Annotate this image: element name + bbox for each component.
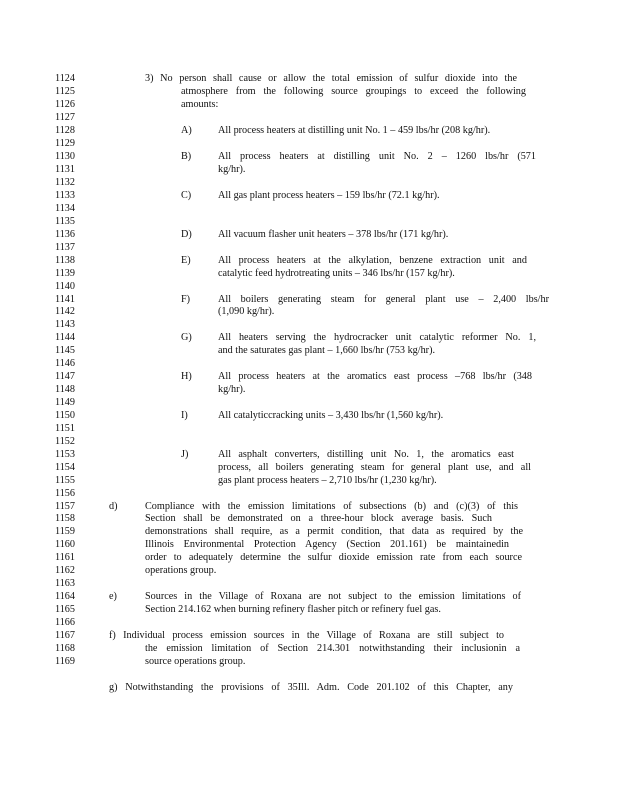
- line-number: 1130: [55, 151, 75, 162]
- paragraph-line: f) Individual process emission sources in the Village of Roxana are still subject to: [109, 629, 504, 641]
- line-number: 1163: [55, 578, 75, 589]
- paragraph-label: e): [109, 591, 117, 602]
- line-number: 1166: [55, 617, 75, 628]
- subitem-text: kg/hr).: [218, 164, 246, 175]
- line-number: 1135: [55, 215, 75, 227]
- subitem-text: All process heaters at distilling unit No. 2 – 1260 lbs/hr (571: [218, 151, 536, 162]
- subitem-text: All heaters serving the hydrocracker unit catalytic reformer No. 1,: [218, 332, 536, 343]
- line-number: 1128: [55, 125, 75, 136]
- line-number: 1136: [55, 228, 75, 240]
- line-number: 1169: [55, 655, 75, 667]
- subitem-text: and the saturates gas plant – 1,660 lbs/hr (753 kg/hr).: [218, 345, 436, 356]
- line-number: 1140: [55, 280, 75, 292]
- line-number: 1127: [55, 112, 75, 123]
- subitem-letter: G): [181, 332, 192, 343]
- line-number: 1141: [55, 293, 75, 305]
- line-number: 1152: [55, 435, 75, 447]
- subitem-letter: I): [181, 410, 188, 421]
- line-number: 1153: [55, 448, 75, 460]
- subitem-letter: H): [181, 371, 192, 382]
- line-number: 1132: [55, 177, 75, 188]
- subitem-text: catalytic feed hydrotreating units – 346 lbs/hr (157 kg/hr).: [218, 267, 455, 279]
- line-number: 1125: [55, 86, 75, 97]
- line-number: 1148: [55, 384, 75, 395]
- line-number: 1156: [55, 487, 75, 499]
- line-number: 1151: [55, 422, 75, 434]
- subitem-letter: A): [181, 125, 192, 136]
- subitem-letter: D): [181, 228, 192, 240]
- subitem-text: All process heaters at the aromatics east process –768 lbs/hr (348: [218, 371, 532, 382]
- line-number: 1137: [55, 241, 75, 253]
- item-3-line: atmosphere from the following source groupings to exceed the following: [181, 86, 526, 97]
- subitem-letter: F): [181, 293, 191, 305]
- line-number: 1155: [55, 474, 75, 486]
- item-3-line: 3) No person shall cause or allow the total emission of sulfur dioxide into the: [145, 73, 517, 84]
- paragraph-line: the emission limitation of Section 214.301 notwithstanding their inclusionin a: [145, 642, 520, 654]
- subitem-text: kg/hr).: [218, 384, 246, 395]
- paragraph-line: source operations group.: [145, 655, 246, 667]
- line-number: 1157: [55, 500, 75, 512]
- line-number: 1138: [55, 254, 75, 266]
- subitem-letter: E): [181, 254, 191, 266]
- line-number: 1145: [55, 345, 75, 356]
- line-number: 1167: [55, 629, 75, 641]
- subitem-text: process, all boilers generating steam for general plant use, and all: [218, 461, 531, 473]
- line-number: 1147: [55, 371, 75, 382]
- line-number: 1168: [55, 642, 75, 654]
- line-number: 1149: [55, 397, 75, 408]
- line-number: 1165: [55, 604, 75, 615]
- subitem-letter: C): [181, 190, 192, 201]
- subitem-text: All gas plant process heaters – 159 lbs/hr (72.1 kg/hr).: [218, 190, 440, 201]
- line-number: 1150: [55, 410, 75, 421]
- paragraph-line: Section shall be demonstrated on a three-hour block average basis. Such: [145, 513, 492, 524]
- item-3-line: amounts:: [181, 99, 219, 110]
- line-number: 1143: [55, 319, 75, 330]
- line-number: 1164: [55, 591, 75, 602]
- line-number: 1154: [55, 461, 75, 473]
- subitem-text: All process heaters at the alkylation, benzene extraction unit and: [218, 254, 527, 266]
- line-number: 1146: [55, 358, 75, 369]
- line-number: 1159: [55, 526, 75, 537]
- line-number: 1139: [55, 267, 75, 279]
- line-number: 1142: [55, 306, 75, 317]
- subitem-text: All boilers generating steam for general plant use – 2,400 lbs/hr: [218, 293, 549, 305]
- line-number: 1129: [55, 138, 75, 149]
- paragraph-line: demonstrations shall require, as a permit condition, that data as required by the: [145, 526, 523, 537]
- subitem-letter: J): [181, 448, 189, 460]
- line-number: 1124: [55, 73, 75, 84]
- paragraph-line: operations group.: [145, 565, 217, 576]
- paragraph-line: Section 214.162 when burning refinery flasher pitch or refinery fuel gas.: [145, 604, 441, 615]
- subitem-text: (1,090 kg/hr).: [218, 306, 275, 317]
- line-number: 1162: [55, 565, 75, 576]
- paragraph-line: Illinois Environmental Protection Agency (Section 201.161) be maintainedin: [145, 539, 509, 550]
- line-number: 1126: [55, 99, 75, 110]
- line-number: 1131: [55, 164, 75, 175]
- subitem-text: gas plant process heaters – 2,710 lbs/hr (1,230 kg/hr).: [218, 474, 437, 486]
- subitem-text: All vacuum flasher unit heaters – 378 lbs/hr (171 kg/hr).: [218, 228, 449, 240]
- line-number: 1144: [55, 332, 75, 343]
- subitem-text: All process heaters at distilling unit No. 1 – 459 lbs/hr (208 kg/hr).: [218, 125, 491, 136]
- line-number: 1133: [55, 190, 75, 201]
- subitem-text: All asphalt converters, distilling unit No. 1, the aromatics east: [218, 448, 514, 460]
- line-number: 1134: [55, 202, 75, 214]
- line-number: 1161: [55, 552, 75, 563]
- subitem-letter: B): [181, 151, 192, 162]
- line-number: 1158: [55, 513, 75, 524]
- paragraph-line: Compliance with the emission limitations of subsections (b) and (c)(3) of this: [145, 500, 518, 512]
- paragraph-line: g) Notwithstanding the provisions of 35Ill. Adm. Code 201.102 of this Chapter, any: [109, 681, 513, 693]
- line-number: 1160: [55, 539, 75, 550]
- paragraph-line: order to adequately determine the sulfur dioxide emission rate from each source: [145, 552, 522, 563]
- subitem-text: All catalyticcracking units – 3,430 lbs/hr (1,560 kg/hr).: [218, 410, 444, 421]
- paragraph-line: Sources in the Village of Roxana are not subject to the emission limitations of: [145, 591, 521, 602]
- paragraph-label: d): [109, 500, 118, 512]
